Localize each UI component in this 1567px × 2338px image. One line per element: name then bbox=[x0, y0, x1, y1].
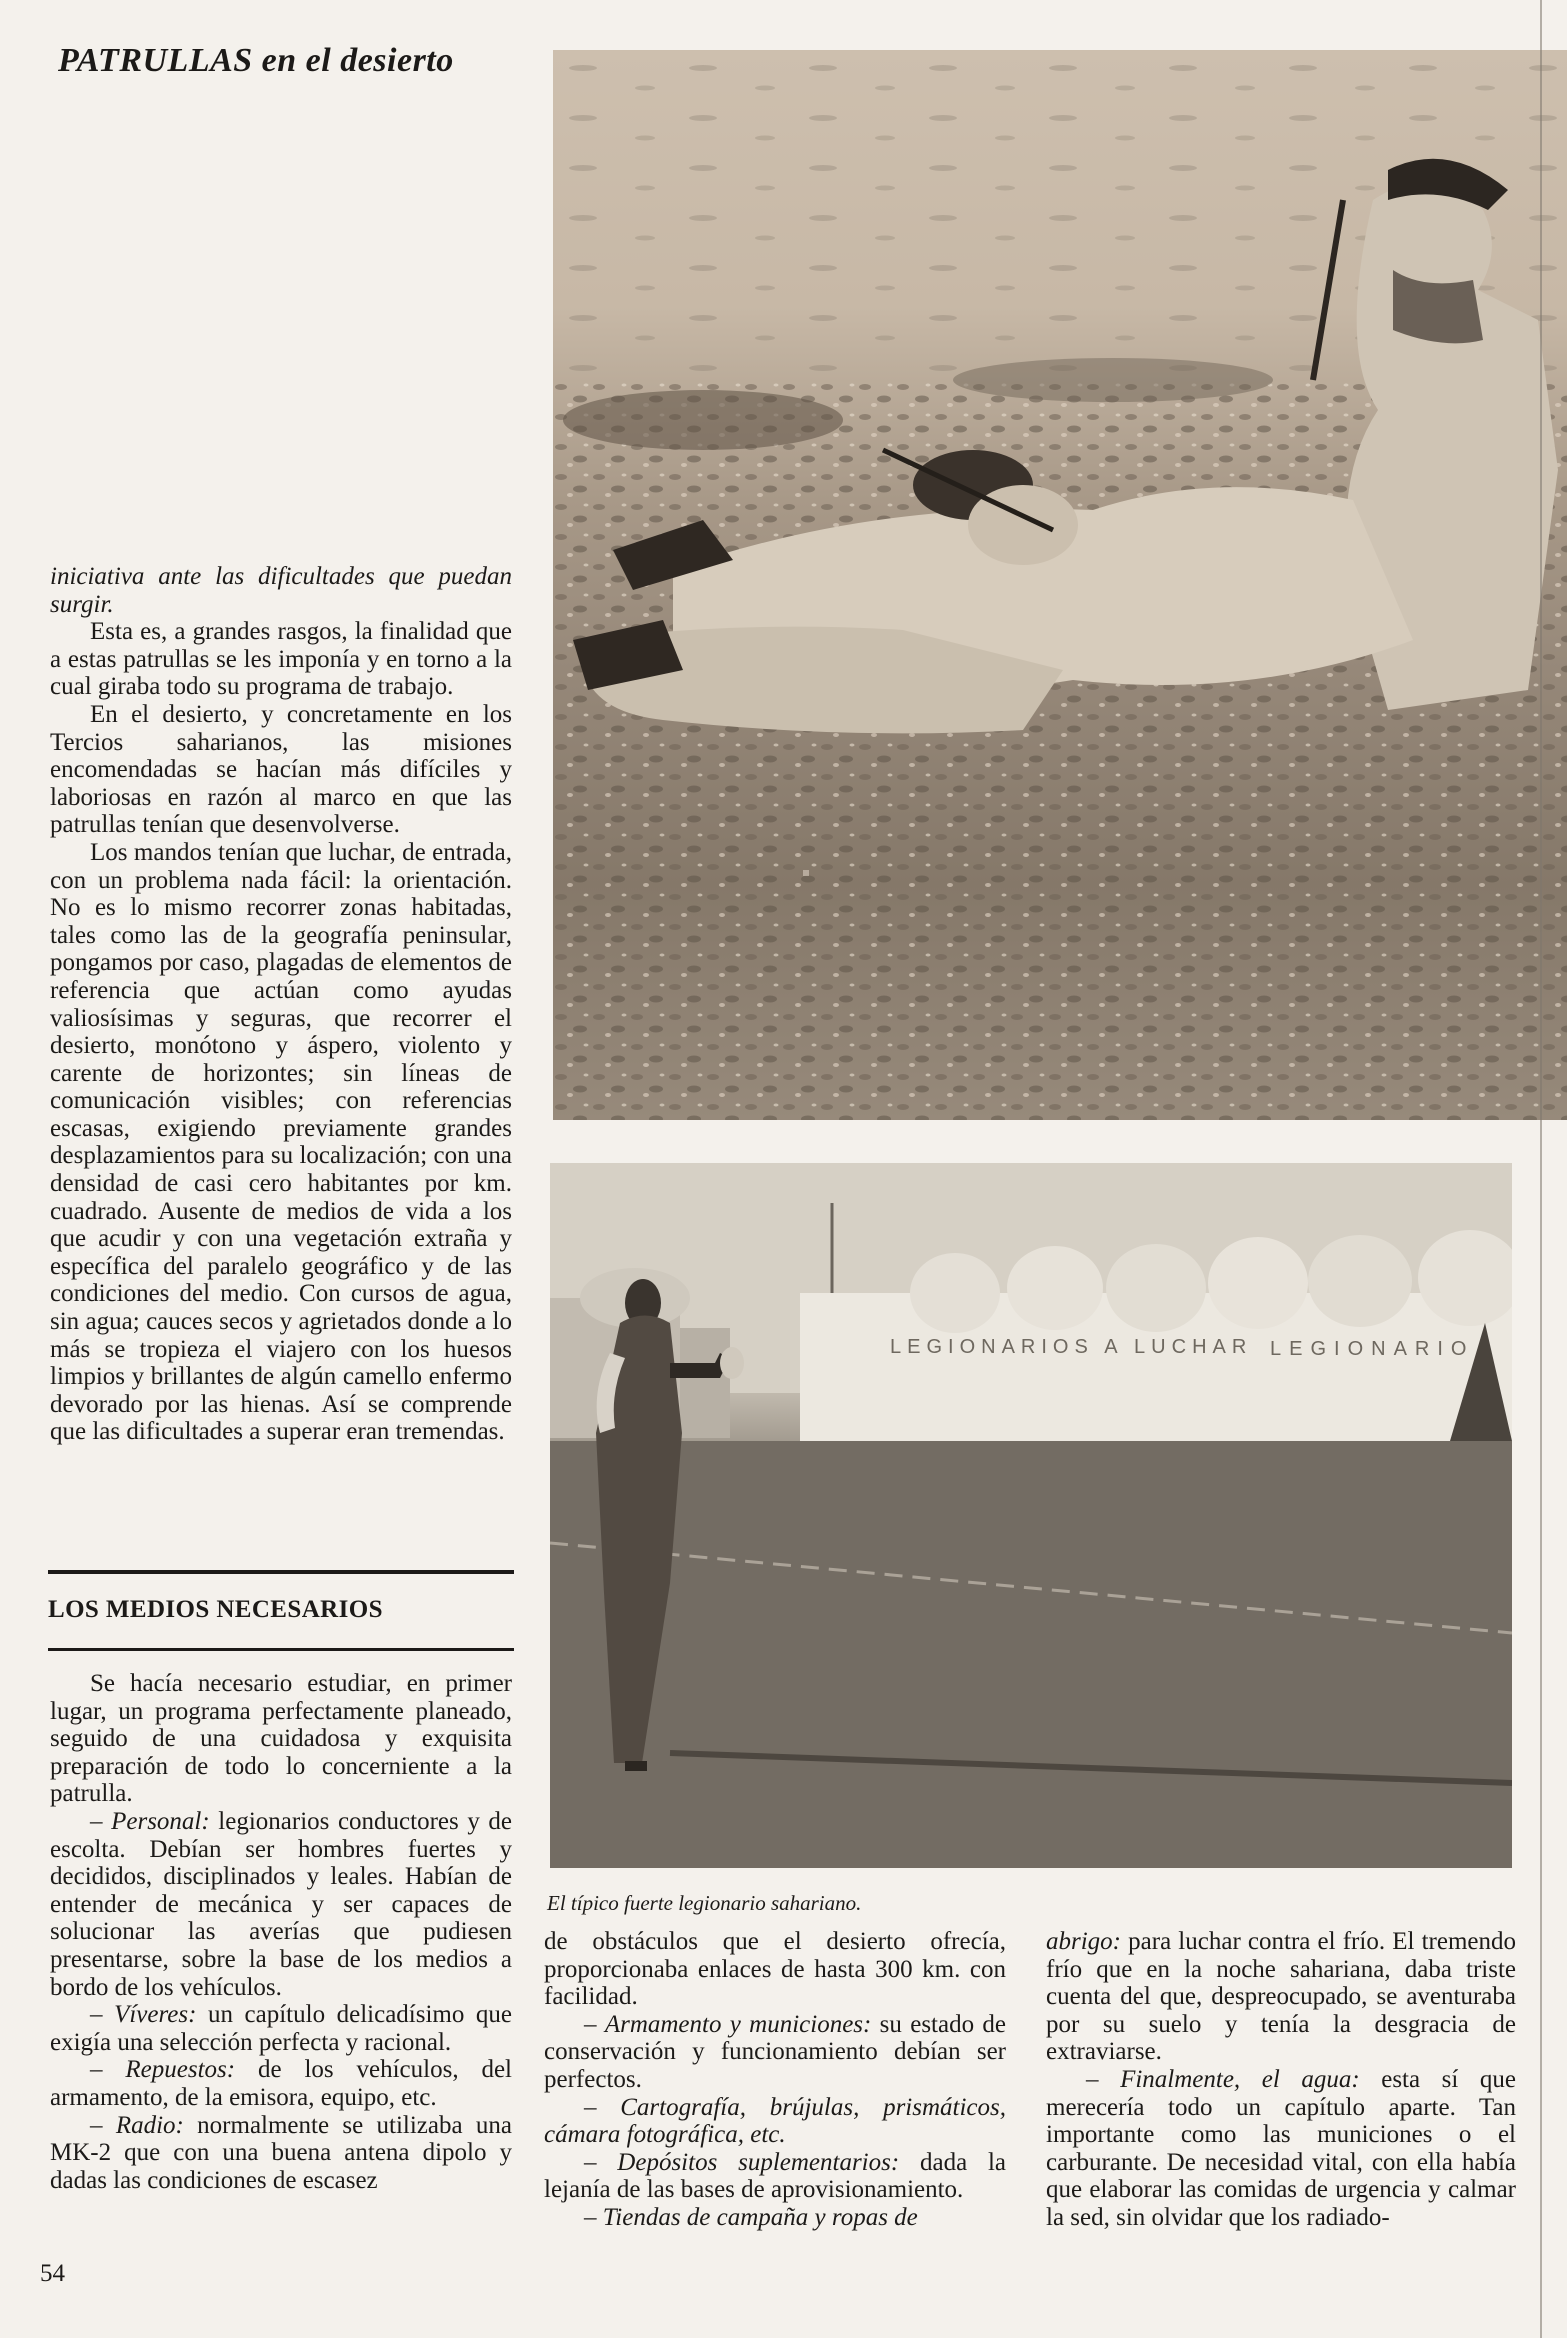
article-column-2 bbox=[544, 1928, 1006, 2232]
list-dash: – bbox=[1086, 2065, 1099, 2093]
list-item bbox=[544, 2094, 1006, 2149]
paragraph: de obstáculos que el desierto ofrecía, proporcionaba enlaces de hasta 300 km. con facilidad. bbox=[544, 1928, 1006, 2011]
list-label: Depósitos suplementarios: bbox=[617, 2148, 900, 2176]
list-item bbox=[50, 1808, 512, 2001]
list-text: para luchar contra el frío. El tremendo frío que en la noche sahariana, daba triste cuenta del que, despreocupado, se aventuraba por su suelo y tenía la desgracia de extraviarse. bbox=[1046, 1928, 1516, 2066]
paragraph: iniciativa ante las dificultades que puedan surgir. bbox=[50, 563, 512, 618]
list-text: legionarios conductores y de escolta. Debían ser hombres fuertes y decididos, disciplinados y leales. Habían de entender de mecánica y ser capaces de solucionar las averías que pudiesen presentarse, sobre la base de los medios a bordo de los vehículos. bbox=[50, 1807, 513, 2001]
list-dash: – bbox=[90, 1807, 103, 1835]
list-dash: – bbox=[90, 2001, 103, 2029]
list-label: Radio: bbox=[115, 2111, 184, 2139]
header-title-rest: en el desierto bbox=[261, 42, 454, 79]
list-text: de los vehículos, del armamento, de la emisora, equipo, etc. bbox=[50, 2056, 512, 2111]
section-rule-top bbox=[48, 1570, 514, 1574]
page-header bbox=[58, 42, 538, 80]
header-title-bold: PATRULLAS bbox=[58, 42, 253, 79]
list-label: Finalmente, el agua: bbox=[1120, 2065, 1360, 2093]
fort-wall-text-1: LEGIONARIOS A LUCHAR bbox=[890, 1336, 1253, 1358]
list-text: un capítulo delicadísimo que exigía una selección perfecta y racional. bbox=[50, 2001, 513, 2056]
list-dash: – bbox=[584, 2148, 597, 2176]
list-item bbox=[50, 2112, 512, 2195]
list-text: normalmente se utilizaba una MK-2 que con una buena antena dipolo y dadas las condiciones de escasez bbox=[50, 2111, 512, 2194]
list-item bbox=[544, 2011, 1006, 2094]
list-label: Repuestos: bbox=[125, 2056, 236, 2084]
paragraph: En el desierto, y concretamente en los Tercios saharianos, las misiones encomendadas se hacían más difíciles y laboriosas en razón al marco en que las patrullas tenían que desenvolverse. bbox=[50, 700, 512, 839]
list-label: Cartografía, brújulas, prismáticos, cámara fotográfica, etc. bbox=[544, 2093, 1006, 2149]
list-dash: – bbox=[584, 2203, 597, 2231]
list-label: abrigo: bbox=[1046, 1928, 1121, 1955]
article-column-1-bottom bbox=[50, 1670, 512, 2194]
fort-wall-text-2: LEGIONARIO bbox=[1270, 1338, 1475, 1360]
list-dash: – bbox=[90, 2056, 103, 2084]
list-label: Armamento y municiones: bbox=[604, 2010, 872, 2038]
paragraph: Los mandos tenían que luchar, de entrada, con un problema nada fácil: la orientación. No es lo mismo recorrer zonas habitadas, tales como las de la geografía peninsular, pongamos por caso, plagadas de elementos de referencia que actúan como ayudas valiosísimas y seguras, que recorrer el desierto, monótono y áspero, violento y carente de horizontes; sin líneas de comunicación visibles; con referencias escasas, exigiendo previamente grandes desplazamientos para su localización; con una densidad de casi cero habitantes por km. cuadrado. Ausente de medios de vida a los que acudir y con una vegetación extraña y específica del paralelo geográfico y de las condiciones del medio. Con cursos de agua, sin agua; cauces secos y agrietados donde a lo más se tropieza el viajero con los huesos limpios y brillantes de algún camello enfermo devorado por las hienas. Así se comprende que las dificultades a superar eran tremendas. bbox=[50, 838, 512, 1446]
list-text: esta sí que merecería todo un capítulo aparte. Tan importante como las municiones o el carburante. De necesidad vital, con ella había que elaborar las comidas de urgencia y calmar la sed, sin olvidar que los radiado- bbox=[1046, 2065, 1516, 2231]
list-text: dada la lejanía de las bases de aprovisionamiento. bbox=[544, 2148, 1006, 2204]
article-column-3 bbox=[1046, 1928, 1516, 2232]
list-label: Tiendas de campaña y ropas de bbox=[602, 2203, 918, 2231]
photo-soldiers-prone bbox=[553, 50, 1567, 1120]
list-item bbox=[1046, 1928, 1516, 2066]
list-item bbox=[50, 2001, 512, 2056]
list-item bbox=[1046, 2066, 1516, 2232]
page-binding-edge bbox=[1540, 0, 1542, 2338]
list-item bbox=[544, 2149, 1006, 2204]
photo-fort-bugler bbox=[550, 1163, 1512, 1868]
page-number: 54 bbox=[40, 2260, 65, 2287]
photo-caption: El típico fuerte legionario sahariano. bbox=[547, 1891, 862, 1915]
list-label: Víveres: bbox=[114, 2001, 197, 2029]
section-rule-bottom bbox=[48, 1648, 514, 1651]
photo-fort-illustration bbox=[550, 1163, 1512, 1868]
list-label: Personal: bbox=[111, 1807, 210, 1835]
article-column-1-top bbox=[50, 563, 512, 1446]
list-text: su estado de conservación y funcionamiento debían ser perfectos. bbox=[544, 2010, 1006, 2093]
section-heading: LOS MEDIOS NECESARIOS bbox=[48, 1596, 383, 1623]
photo-soldiers-illustration bbox=[553, 50, 1567, 1120]
list-dash: – bbox=[584, 2010, 597, 2038]
paragraph: Se hacía necesario estudiar, en primer lugar, un programa perfectamente planeado, seguido de una cuidadosa y exquisita preparación de todo lo concerniente a la patrulla. bbox=[50, 1670, 512, 1808]
paragraph: Esta es, a grandes rasgos, la finalidad que a estas patrullas se les imponía y en torno a la cual giraba todo su programa de trabajo. bbox=[50, 618, 512, 701]
list-dash: – bbox=[584, 2093, 597, 2121]
list-item bbox=[544, 2204, 1006, 2232]
list-item bbox=[50, 2056, 512, 2111]
list-dash: – bbox=[90, 2111, 103, 2139]
